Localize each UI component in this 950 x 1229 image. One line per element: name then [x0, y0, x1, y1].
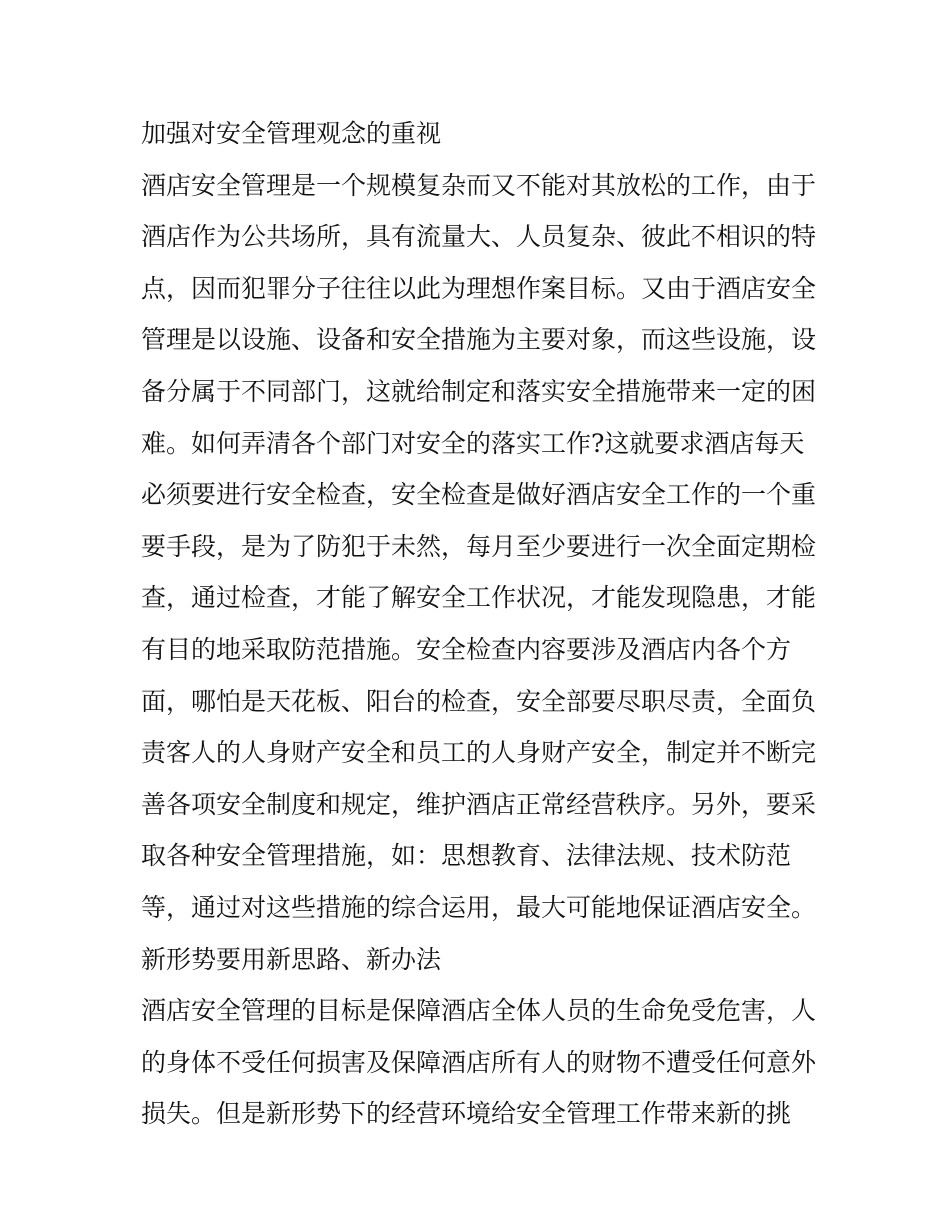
paragraph-line: 备分属于不同部门，这就给制定和落实安全措施带来一定的困	[141, 376, 817, 406]
paragraph-line: 必须要进行安全检查，安全检查是做好酒店安全工作的一个重	[141, 480, 817, 510]
paragraph-line: 酒店安全管理的目标是保障酒店全体人员的生命免受危害，人	[141, 996, 817, 1026]
paragraph-line: 善各项安全制度和规定，维护酒店正常经营秩序。另外，要采	[141, 789, 817, 819]
paragraph-line: 酒店安全管理是一个规模复杂而又不能对其放松的工作，由于	[141, 170, 817, 200]
paragraph-line: 的身体不受任何损害及保障酒店所有人的财物不遭受任何意外	[141, 1047, 817, 1077]
paragraph-line: 损失。但是新形势下的经营环境给安全管理工作带来新的挑	[141, 1099, 792, 1129]
paragraph-line: 难。如何弄清各个部门对安全的落实工作?这就要求酒店每天	[141, 428, 805, 458]
paragraph-line: 取各种安全管理措施，如：思想教育、法律法规、技术防范	[141, 841, 792, 871]
section-heading: 加强对安全管理观念的重视	[141, 119, 442, 148]
paragraph-line: 查，通过检查，才能了解安全工作状况，才能发现隐患，才能	[141, 583, 817, 613]
paragraph-line: 等，通过对这些措施的综合运用，最大可能地保证酒店安全。	[141, 892, 817, 922]
paragraph-line: 酒店作为公共场所，具有流量大、人员复杂、彼此不相识的特	[141, 222, 817, 252]
paragraph-line: 要手段，是为了防犯于未然，每月至少要进行一次全面定期检	[141, 531, 817, 561]
paragraph-line: 有目的地采取防范措施。安全检查内容要涉及酒店内各个方	[141, 634, 792, 664]
section-heading: 新形势要用新思路、新办法	[141, 944, 442, 974]
paragraph-line: 责客人的人身财产安全和员工的人身财产安全，制定并不断完	[141, 738, 817, 768]
paragraph-line: 点，因而犯罪分子往往以此为理想作案目标。又由于酒店安全	[141, 273, 817, 303]
paragraph-line: 面，哪怕是天花板、阳台的检查，安全部要尽职尽责，全面负	[141, 686, 817, 716]
document-body	[141, 108, 821, 1140]
paragraph-line: 管理是以设施、设备和安全措施为主要对象，而这些设施，设	[141, 325, 817, 355]
